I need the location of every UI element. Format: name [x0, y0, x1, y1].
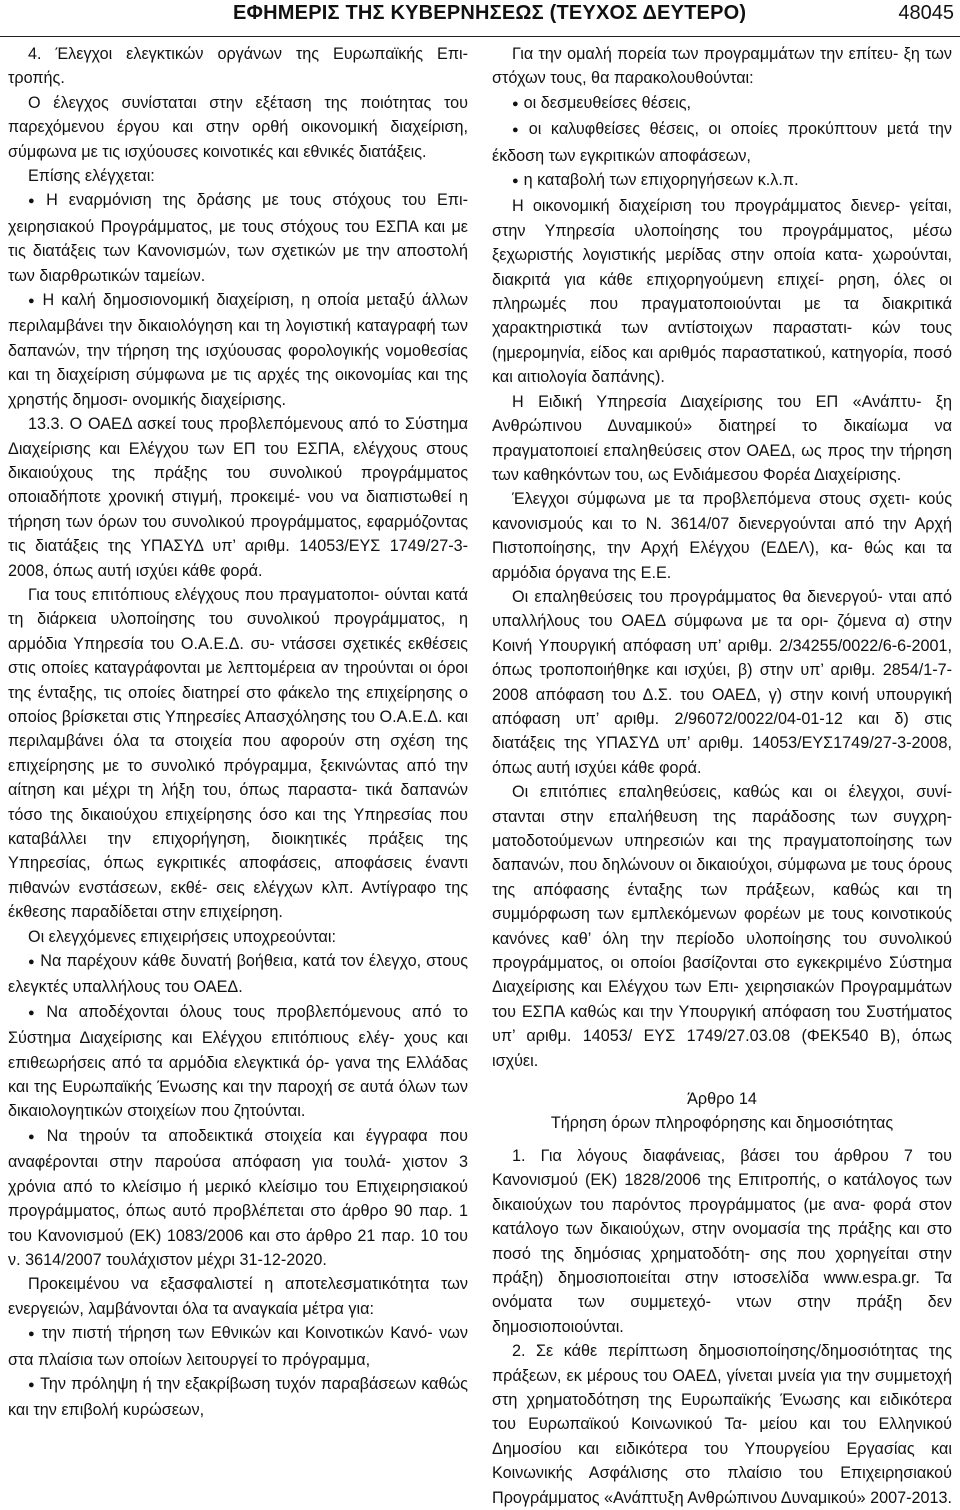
bullet-item: ● Να παρέχουν κάθε δυνατή βοήθεια, κατά τον έλεγχο, στους ελεγκτές υπαλλήλους του ΟΑΕΔ. [8, 949, 468, 1000]
page-header [0, 0, 960, 37]
paragraph: 13.3. Ο ΟΑΕΔ ασκεί τους προβλεπόμενους από το Σύστημα Διαχείρισης και Ελέγχου των ΕΠ του ΕΣΠΑ, ελέγχους στους δικαιούχους της πράξης του συνολικού προγράμματος οποιαδήποτε χρονική στιγμή, προκειμέ- νου να διαπιστωθεί η τήρηση των όρων του συνολικού προγράμματος, εφαρμόζοντας τις διατάξεις της ΥΠΑΣΥΔ υπ’ αριθμ. 14053/ΕΥΣ 1749/27-3-2008, όπως αυτή ισχύει κάθε φορά. [8, 415, 468, 580]
article-subtitle: Τήρηση όρων πληροφόρησης και δημοσιότητας [550, 1114, 894, 1133]
bullet-item: ● Η εναρμόνιση της δράσης με τους στόχους του Επι- χειρησιακού Προγράμματος, με τους στόχους του ΕΣΠΑ και με τις διατάξεις των Κανονισμών, των σχετικών με την αποστολή των διαρθρωτικών ταμείων. [8, 188, 468, 288]
bullet-item: ● οι καλυφθείσες θέσεις, οι οποίες προκύπτουν μετά την έκδοση των εγκριτικών αποφάσεων, [492, 117, 952, 168]
right-column [492, 42, 952, 1510]
bullet-item: ● την πιστή τήρηση των Εθνικών και Κοινοτικών Κανό- νων στα πλαίσια των οποίων λειτουργεί το πρόγραμμα, [8, 1321, 468, 1372]
paragraph: 1. Για λόγους διαφάνειας, βάσει του άρθρου 7 του Κανονισμού (ΕΚ) 1828/2006 της Επιτροπής, ο κατάλογος των δικαιούχων του παρόντος προγράμματος (με ανα- φορά στον κατάλογο των δικαιούχων, στην ονομασία της πράξης και στο ποσό της δημόσιας χρηματοδότη- σης που χορηγείται στην πράξη) δημοσιοποιείται στην ιστοσελίδα www.espa.gr. Τα ονόματα των συμμετεχό- ντων στην πράξη δεν δημοσιοποιούνται. [492, 1146, 952, 1336]
paragraph: Οι επαληθεύσεις του προγράμματος θα διενεργού- νται από υπαλλήλους του ΟΑΕΔ σύμφωνα με τα ορι- ζόμενα α) στην Κοινή Υπουργική απόφαση υπ’ αριθμ. 2/34255/0022/6-6-2001, όπως τροποποιήθηκε και ισχύει, β) στην υπ’ αριθμ. 2854/1-7-2008 απόφαση του Δ.Σ. του ΟΑΕΔ, γ) στην κοινή υπουργική απόφαση υπ’ αριθμ. 2/96072/0022/04-01-12 και δ) στις διατάξεις της ΥΠΑΣΥΔ υπ’ αριθμ. 14053/ΕΥΣ1749/27-3-2008, όπως αυτή ισχύει κάθε φορά. [492, 587, 952, 777]
paragraph: Έλεγχοι σύμφωνα με τα προβλεπόμενα στους σχετι- κούς κανονισμούς και το Ν. 3614/07 διενεργούνται από την Αρχή Πιστοποίησης, την Αρχή Ελέγχου (ΕΔΕΛ), κα- θώς και τα αρμόδια όργανα της Ε.Ε. [492, 490, 952, 582]
paragraph: Για τους επιτόπιους ελέγχους που πραγματοποι- ούνται κατά τη διάρκεια υλοποίησης του συνολικού προγράμματος, η αρμόδια Υπηρεσία του Ο.Α.Ε.Δ. συ- ντάσσει σχετικές εκθέσεις στις οποίες καταγράφονται με λεπτομέρεια αν τηρούνται οι όροι της ένταξης, τις οποίες διατηρεί στο φάκελο της επιχείρησης ο οποίος βρίσκεται στις Υπηρεσίες Απασχόλησης του Ο.Α.Ε.Δ. και περιλαμβάνει όλα τα στοιχεία που αφορούν στη σχέση της επιχείρησης με το συνολικό πρόγραμμα, ξεκινώντας από την αίτηση και μέχρι τη λήξη του, όπως παραστα- τικά δαπανών τόσο της δικαιούχου επιχείρησης όσο και της Υπηρεσίας που καταβάλλει την επιχορήγηση, διοικητικές πράξεις της Υπηρεσίας, όπως εγκριτικές αποφάσεις, αποφάσεις έναντι πιθανών ενστάσεων, εκθέ- σεις ελέγχων κλπ. Αντίγραφο της έκθεσης παραδίδεται στην επιχείρηση. [8, 585, 468, 922]
bullet-item: ● η καταβολή των επιχορηγήσεων κ.λ.π. [492, 168, 952, 194]
article-title: Άρθρο 14 [687, 1090, 757, 1109]
paragraph: Για την ομαλή πορεία των προγραμμάτων την επίτευ- ξη των στόχων τους, θα παρακολουθούνται: [492, 45, 952, 88]
bullet-item: ● Την πρόληψη ή την εξακρίβωση τυχόν παραβάσεων καθώς και την επιβολή κυρώσεων, [8, 1372, 468, 1423]
paragraph: 2. Σε κάθε περίπτωση δημοσιοποίησης/δημοσιότητας της πράξεων, εκ μέρους του ΟΑΕΔ, γίνεται μνεία για την συμμετοχή στη χρηματοδότηση της Ευρωπαϊκής Ένωσης και ειδικότερα του Ευρωπαϊκού Κοινωνικού Τα- μείου και του Ελληνικού Δημοσίου και ειδικότερα του Υπουργείου Εργασίας και Κοινωνικής Ασφάλισης στο πλαίσιο του Επιχειρησιακού Προγράμματος «Ανάπτυξη Ανθρώπινου Δυναμικού» 2007-2013. [492, 1342, 953, 1507]
left-column [8, 42, 468, 1423]
paragraph: Οι επιτόπιες επαληθεύσεις, καθώς και οι έλεγχοι, συνί- στανται στην επαλήθευση της παράδοσης των συγχρη- ματοδοτούμενων υπηρεσιών και της πραγματοποίησης των δαπανών, που δηλώνουν οι δικαιούχοι, σύμφωνα με τους όρους της απόφασης ένταξης των πράξεων, καθώς και τη συμμόρφωση των εμπλεκόμενων φορέων με τους κοινοτικούς κανόνες καθ’ όλη την περίοδο υλοποίησης του συνολικού προγράμματος, οι οποίοι βασίζονται στο εγκεκριμένο Σύστημα Διαχείρισης και Ελέγχου των Επι- χειρησιακών Προγραμμάτων του ΕΣΠΑ καθώς και την Υπουργική απόφαση του Συστήματος υπ’ αριθμ. 14053/ ΕΥΣ 1749/27.03.08 (ΦΕΚ540 Β), όπως ισχύει. [492, 783, 952, 1070]
bullet-item: ● Να τηρούν τα αποδεικτικά στοιχεία και έγγραφα που αναφέρονται στην παρούσα απόφαση για τουλά- χιστον 3 χρόνια από το κλείσιμο ή μερικό κλείσιμο του Επιχειρησιακού προγράμματος, όπως αυτό προβλέπεται στο άρθρο 90 παρ. 1 του Κανονισμού (ΕΚ) 1083/2006 και στο άρθρο 21 παρ. 10 του ν. 3614/2007 τουλάχιστον μέχρι 31-12-2020. [8, 1124, 468, 1272]
paragraph: 4. Έλεγχοι ελεγκτικών οργάνων της Ευρωπαϊκής Επι- τροπής. [8, 45, 468, 88]
paragraph: Η Ειδική Υπηρεσία Διαχείρισης του ΕΠ «Ανάπτυ- ξη Ανθρώπινου Δυναμικού» διατηρεί το δικαίωμα να πραγματοποιεί επαληθεύσεις στον ΟΑΕΔ, ως προς την τήρηση των καθηκόντων του, ως Ενδιάμεσου Φορέα Διαχείρισης. [492, 392, 952, 484]
paragraph: Η οικονομική διαχείριση του προγράμματος διενερ- γείται, στην Υπηρεσία υλοποίησης του προγράμματος, μέσω ξεχωριστής λογιστικής μερίδας στην οποία κατα- χωρούνται, διακριτά για κάθε επιχορηγούμενη επιχεί- ρηση, όλες οι πληρωμές που πραγματοποιούνται με τα διακριτικά χαρακτηριστικά των αντίστοιχων παραστατι- κών τους (ημερομηνία, είδος και αριθμός παραστατικού, κατηγορία, ποσό και αιτιολογία δαπάνης). [492, 197, 952, 387]
paragraph: Ο έλεγχος συνίσταται στην εξέταση της ποιότητας του παρεχόμενου έργου και στην ορθή οικονομική διαχείριση, σύμφωνα με τις ισχύουσες κοινοτικές και εθνικές διατάξεις. [8, 93, 468, 161]
bullet-item: ● Η καλή δημοσιονομική διαχείριση, η οποία μεταξύ άλλων περιλαμβάνει την δικαιολόγηση και τη λογιστική καταγραφή των δαπανών, την τήρηση της ισχύουσας φορολογικής νομοθεσίας και τη διαχείριση σύμφωνα με τις αρχές της οικονομίας και της χρηστής δημοσι- ονομικής διαχείρισης. [8, 288, 468, 412]
bullet-item: ● Να αποδέχονται όλους τους προβλεπόμενους από το Σύστημα Διαχείρισης και Ελέγχου επιτόπιους ελέγ- χους και επιθεωρήσεις από τα αρμόδια ελεγκτικά όρ- γανα της Ελλάδας και της Ευρωπαϊκής Ένωσης και την παροχή σε αυτά όλων των δικαιολογητικών στοιχείων που ζητούνται. [8, 1000, 468, 1124]
page-number: 48045 [898, 2, 954, 24]
paragraph: Προκειμένου να εξασφαλιστεί η αποτελεσματικότητα των ενεργειών, λαμβάνονται όλα τα αναγκαία μέτρα για: [8, 1275, 468, 1318]
gazette-title: ΕΦΗΜΕΡΙΣ ΤΗΣ ΚΥΒΕΡΝΗΣΕΩΣ (ΤΕΥΧΟΣ ΔΕΥΤΕΡΟ) [233, 2, 747, 24]
paragraph: Επίσης ελέγχεται: [28, 167, 155, 186]
paragraph: Οι ελεγχόμενες επιχειρήσεις υποχρεούνται: [28, 927, 336, 946]
bullet-item: ● οι δεσμευθείσες θέσεις, [492, 91, 952, 117]
